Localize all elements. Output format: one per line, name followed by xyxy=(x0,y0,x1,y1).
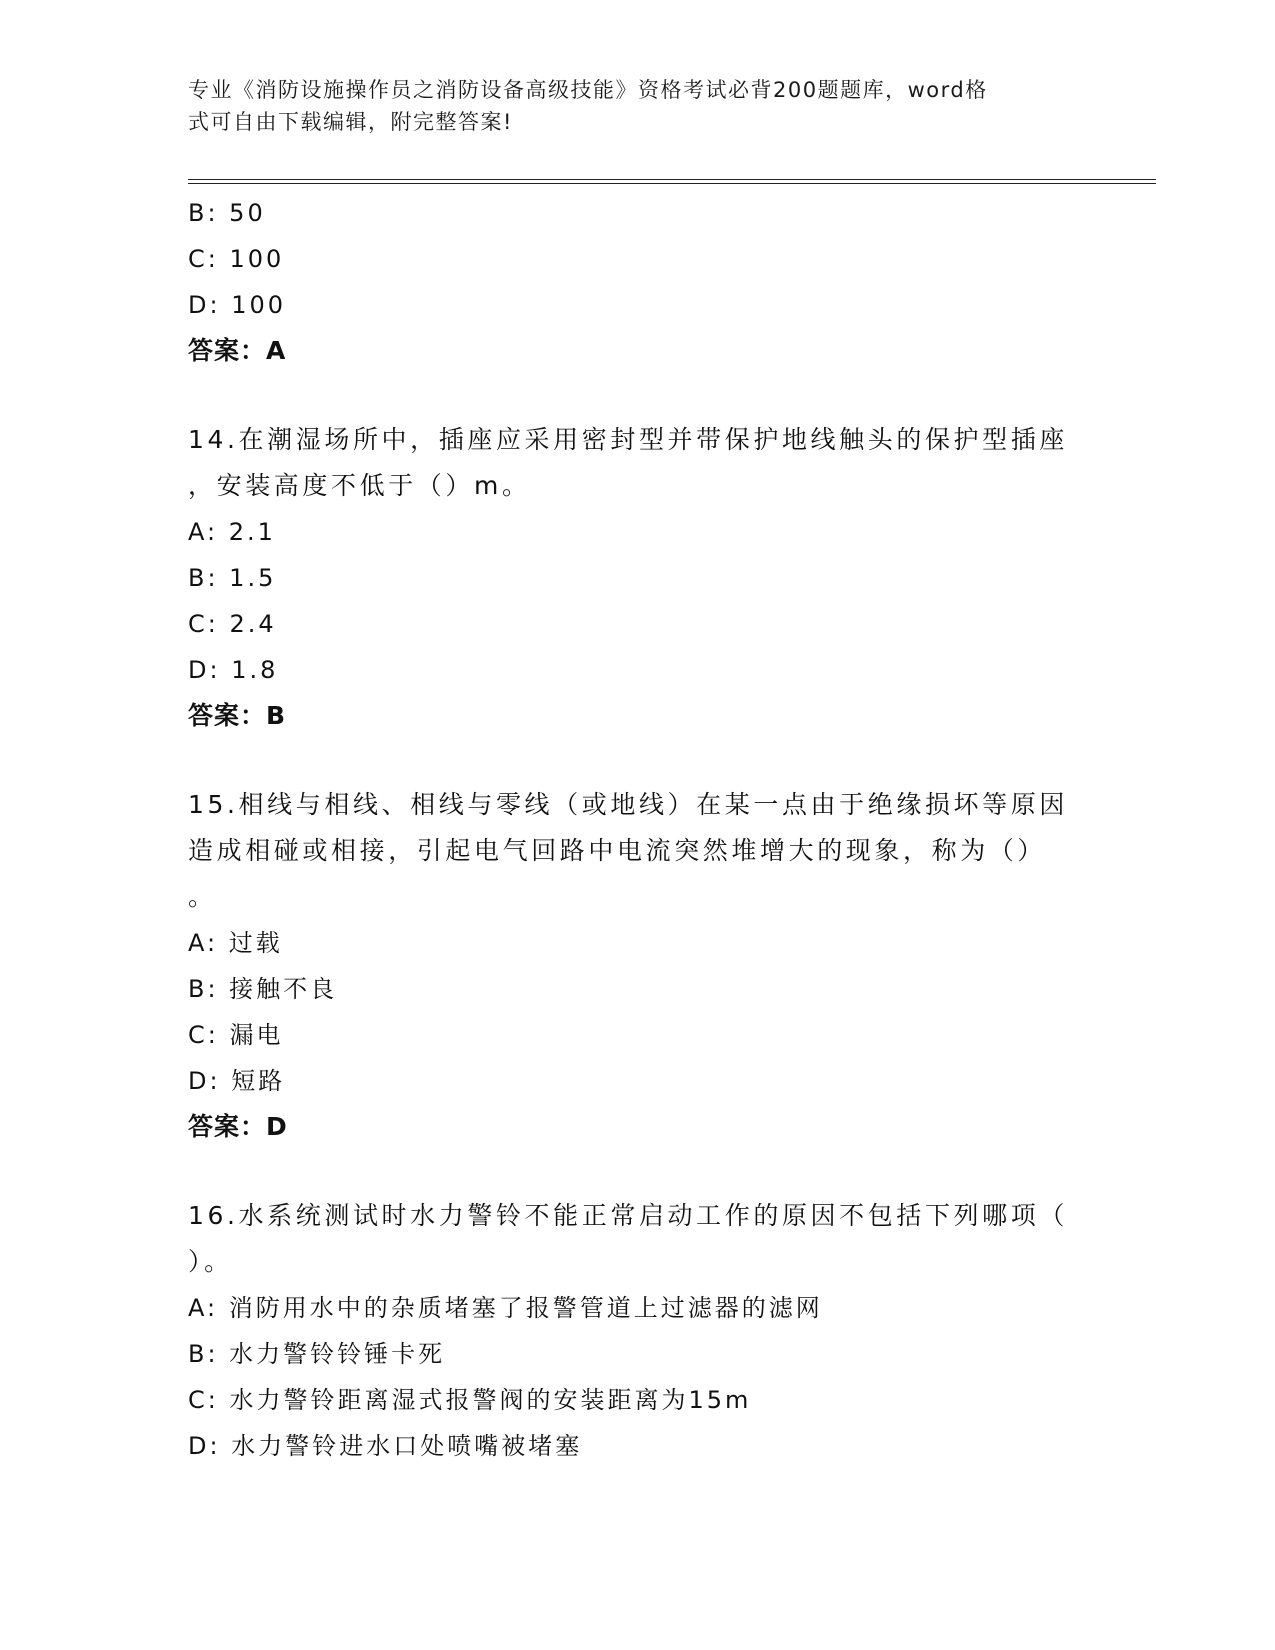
header-line-2: 式可自由下载编辑，附完整答案! xyxy=(188,110,513,134)
option-d: D: 水力警铃进水口处喷嘴被堵塞 xyxy=(188,1432,583,1460)
question-text-line: ，安装高度不低于（）m。 xyxy=(188,471,531,500)
answer: 答案：D xyxy=(188,1112,288,1141)
option-b: B: 水力警铃铃锤卡死 xyxy=(188,1340,446,1368)
option-b: B: 50 xyxy=(188,199,266,227)
answer: 答案：A xyxy=(188,336,287,365)
question-text-line: ）。 xyxy=(188,1247,233,1276)
header-divider xyxy=(188,179,1156,184)
option-c: C: 漏电 xyxy=(188,1021,284,1049)
option-b: B: 1.5 xyxy=(188,564,277,592)
option-d: D: 100 xyxy=(188,291,287,319)
option-c: C: 2.4 xyxy=(188,610,277,638)
option-c: C: 100 xyxy=(188,245,285,273)
option-a: A: 消防用水中的杂质堵塞了报警管道上过滤器的滤网 xyxy=(188,1294,823,1322)
option-d: D: 1.8 xyxy=(188,656,279,684)
question-text-line: 造成相碰或相接，引起电气回路中电流突然堆增大的现象，称为（） xyxy=(188,836,1047,865)
option-c: C: 水力警铃距离湿式报警阀的安装距离为15m xyxy=(188,1386,752,1414)
option-a: A: 过载 xyxy=(188,929,283,957)
question-13 xyxy=(188,190,1088,374)
option-d: D: 短路 xyxy=(188,1067,286,1095)
option-b: B: 接触不良 xyxy=(188,975,338,1003)
option-a: A: 2.1 xyxy=(188,518,276,546)
question-14 xyxy=(188,417,1088,739)
answer: 答案：B xyxy=(188,701,287,730)
question-text-line: 15.相线与相线、相线与零线（或地线）在某一点由于绝缘损坏等原因 xyxy=(188,790,1068,819)
question-16 xyxy=(188,1193,1088,1469)
header-line-1: 专业《消防设施操作员之消防设备高级技能》资格考试必背200题题库，word格 xyxy=(188,78,988,102)
question-15 xyxy=(188,782,1088,1150)
question-text-line: 14.在潮湿场所中，插座应采用密封型并带保护地线触头的保护型插座 xyxy=(188,425,1068,454)
document-header xyxy=(188,74,1068,138)
question-text-line: 16.水系统测试时水力警铃不能正常启动工作的原因不包括下列哪项（ xyxy=(188,1201,1068,1230)
question-list xyxy=(188,190,1088,1469)
question-text-line: 。 xyxy=(188,882,217,911)
